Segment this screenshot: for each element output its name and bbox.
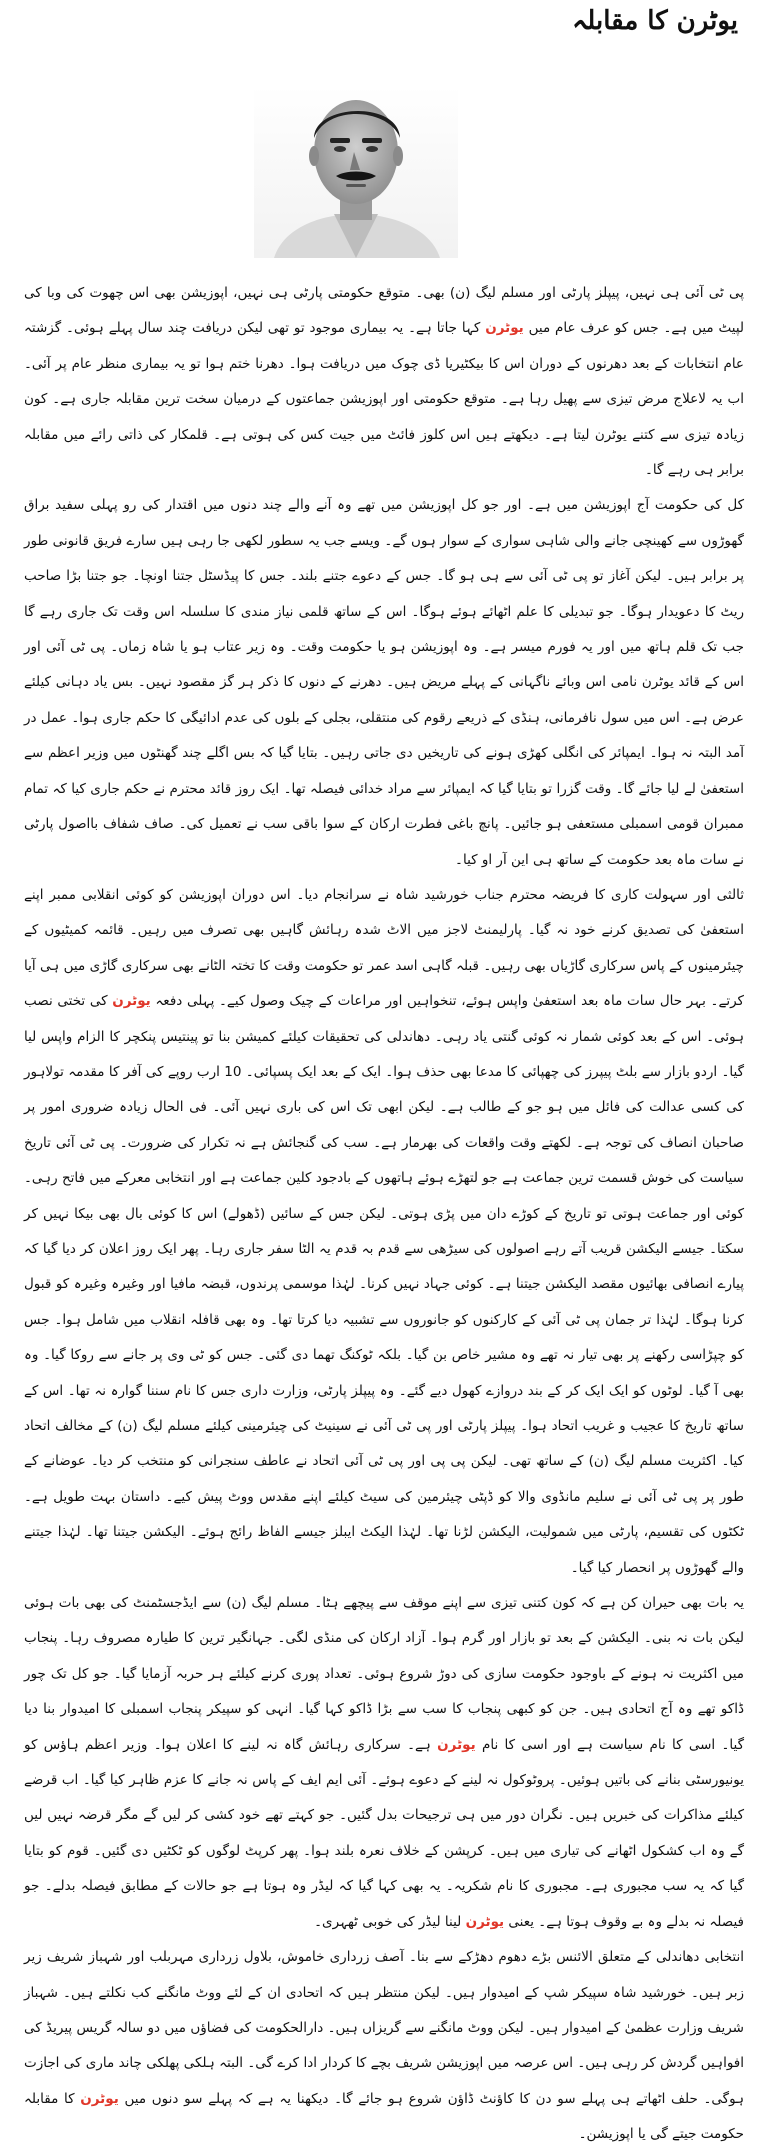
article-paragraph [24,488,744,877]
paragraph-text: یہ بات بھی حیران کن ہے کہ کون کتنی تیزی سے اپنے موقف سے پیچھے ہٹا۔ مسلم لیگ (ن) سے ایڈجسٹمنٹ کی بھی بات ہوئی لیکن بات نہ بنی۔ الیکشن کے بعد تو بازار اور گرم ہوا۔ آزاد ارکان کی منڈی لگی۔ جہانگیر ترین کا طیارہ مصروف رہا۔ پنجاب میں اکثریت نہ ہونے کے باوجود حکومت سازی کی دوڑ شروع ہوئی۔ تعداد پوری کرنے کیلئے ہر حربہ آزمایا گیا۔ جو کل تک چور ڈاکو تھے وہ آج اتحادی ہیں۔ جن کو کبھی پنجاب کا سب سے بڑا ڈاکو کہا گیا۔ انہی کو سپیکر پنجاب اسمبلی کا امیدوار بنا دیا گیا۔ اسی کا نام سیاست ہے اور اسی کا نام [24,1595,745,1753]
highlighted-keyword: یوٹرن [437,1736,476,1753]
article-paragraph [24,878,744,1586]
paragraph-text: کا مقابلہ حکومت جیتے گی یا اپوزیشن۔ [24,2090,744,2143]
paragraph-text: پی ٹی آئی ہی نہیں، پیپلز پارٹی اور مسلم لیگ (ن) بھی۔ متوقع حکومتی پارٹی ہی نہیں، اپوزیشن بھی اس چھوت کی وبا کی لپیٹ میں ہے۔ جس کو عرف عام میں [24,285,745,337]
paragraph-text: ہے۔ سرکاری رہائش گاہ نہ لینے کا اعلان ہوا۔ وزیر اعظم ہاؤس کو یونیورسٹی بنانے کی باتیں ہوئیں۔ پروٹوکول نہ لینے کے دعوے ہوئے۔ آئی ایم ایف کے پاس نہ جانے کا عزم ظاہر کیا گیا۔ اب قرضے کیلئے مذاکرات کی خبریں ہیں۔ نگران دور میں ہی ترجیحات بدل گئیں۔ جو کہتے تھے خود کشی کر لیں گے مگر قرضہ نہیں لیں گے وہ اب کشکول اٹھانے کی تیاری میں ہیں۔ کرپشن کے خلاف نعرہ بلند ہوا۔ پھر کرپٹ لوگوں کو ٹکٹیں دی گئیں۔ قوم کو بتایا گیا کہ یہ سب مجبوری ہے۔ مجبوری کا نام شکریہ۔ یہ بھی کہا گیا کہ لیڈر وہ ہوتا ہے جو حالات کے مطابق فیصلہ بدلے۔ جو فیصلہ نہ بدلے وہ بے وقوف ہوتا ہے۔ یعنی [24,1736,744,1930]
author-photo [254,86,458,258]
paragraph-text: انتخابی دھاندلی کے متعلق الائنس بڑے دھوم دھڑکے سے بنا۔ آصف زرداری خاموش، بلاول زرداری مہربلب اور شہباز شریف زیر زبر ہیں۔ خورشید شاہ سپیکر شپ کے امیدوار ہیں۔ لیکن منتظر ہیں کہ اتحادی ان کے لئے ووٹ مانگنے کب نکلتے ہیں۔ شہباز شریف وزارت عظمیٰ کے امیدوار ہیں۔ لیکن ووٹ مانگنے سے گریزاں ہیں۔ دارالحکومت کی فضاؤں میں دو سالہ گریس پیریڈ کی افواہیں گردش کر رہی ہیں۔ اس عرصہ میں اپوزیشن شریف بچے کا کردار ادا کرے گی۔ البتہ ہلکی پھلکی چاند ماری کی اجازت ہوگی۔ حلف اٹھاتے ہی پہلے سو دن کا کاؤنٹ ڈاؤن شروع ہو جائے گا۔ دیکھنا یہ ہے کہ پہلے سو دنوں میں [24,1949,744,2107]
paragraph-text: اس کا کوئی بال بھی بیکا نہیں کر سکتا۔ جیسے الیکشن قریب آتے رہے اصولوں کی سیڑھی سے قدم بہ قدم یہ الٹا سفر جاری رہا۔ پھر ایک روز اعلان کر دیا گیا کہ پیارے انصافی بھائیوں مقصد الیکشن جیتنا ہے۔ کوئی جہاد نہیں کرنا۔ لہٰذا موسمی پرندوں، قبضہ مافیا اور وغیرہ وغیرہ کو قبول کرنا ہوگا۔ لہٰذا تر جمان پی ٹی آئی کے کارکنوں کو جانوروں سے تشبیہ دیا کرتا تھا۔ وہ بھی قافلہ انقلاب میں شامل ہوا۔ جس کو چپڑاسی رکھنے پر بھی تیار نہ تھے وہ مشیر خاص بن گیا۔ بلکہ ٹوکنگ تھما دی گئی۔ جس کو ٹی وی پر جانے سے روکا گیا۔ وہ بھی آ گیا۔ لوٹوں کو ایک ایک کر کے بند دروازے کھول دیے گئے۔ وہ پیپلز پارٹی، وزارت داری جس کا نام سننا گوارہ نہ تھا۔ اس کے ساتھ تاریخ کا عجیب و غریب اتحاد ہوا۔ پیپلز پارٹی اور پی ٹی آئی نے سینیٹ کی چیئرمینی کیلئے مسلم لیگ (ن) کے مخالف اتحاد کیا۔ اکثریت مسلم لیگ (ن) کے ساتھ تھی۔ لیکن پی پی اور پی ٹی آئی اتحاد نے عاطف سنجرانی کو منتخب کر دیا۔ عوضانے کے طور پر پی ٹی آئی نے سلیم مانڈوی والا کو ڈپٹی چیئرمین کی سیٹ کیلئے اپنے مقدس ووٹ پیش کیے۔ داستان بہت طویل ہے۔ ٹکٹوں کی تقسیم، پارٹی میں شمولیت، الیکشن لڑنا تھا۔ لہٰذا الیکٹ ایبلز جیسے الفاظ رائج ہوئے۔ الیکشن جیتنا تھا۔ لہٰذا جیتنے والے گھوڑوں پر انحصار کیا گیا۔ [24,1205,744,1576]
article-paragraph [24,1586,744,1940]
highlighted-keyword: یوٹرن [485,320,524,337]
paragraph-text: (ڈھولے) [222,1205,266,1222]
article-paragraph [24,276,744,488]
paragraph-text: کل کی حکومت آج اپوزیشن میں ہے۔ اور جو کل اپوزیشن میں تھے وہ آنے والے چند دنوں میں اقتدار کی رو پہلی سفید براق گھوڑوں سے کھینچی جانے والی شاہی سواری کے سوار ہوں گے۔ ویسے جب یہ سطور لکھی جا رہی ہیں سارے فریق قانونی طور پر برابر ہیں۔ لیکن آغاز تو پی ٹی آئی سے ہی ہو گا۔ جس کے دعوے جتنے بلند۔ جس کا پیڈسٹل جتنا اونچا۔ جو جتنا بڑا صاحب ریٹ کا دعویدار ہوگا۔ جو تبدیلی کا علم اٹھائے ہوئے ہوگا۔ اس کے ساتھ قلمی نیاز مندی کا سلسلہ اس وقت تک جاری رہے گا جب تک قلم ہاتھ میں اور یہ فورم میسر ہے۔ وہ اپوزیشن ہو یا حکومت وقت۔ وہ زیر عتاب ہو یا شاہ زماں۔ پی ٹی آئی اور اس کے قائد یوٹرن نامی اس وبائے ناگہانی کے پہلے مریض ہیں۔ دھرنے کے دنوں کا ذکر ہر گز مقصود نہیں۔ بس یاد دہانی کیلئے عرض ہے۔ اس میں سول نافرمانی، ہنڈی کے ذریعے رقوم کی منتقلی، بجلی کے بلوں کی عدم ادائیگی کا حکم جاری ہوا۔ عمل در آمد البتہ نہ ہوا۔ ایمپائر کی انگلی کھڑی ہونے کی تاریخیں دی جاتی رہیں۔ بتایا گیا کہ بس اگلے چند گھنٹوں میں وزیر اعظم سے استعفیٰ لے لیا جائے گا۔ وقت گزرا تو بتایا گیا کہ ایمپائر سے مراد خدائی فیصلہ تھا۔ ایک روز قائد محترم نے حکم جاری کیا کہ تمام ممبران قومی اسمبلی مستعفی ہو جائیں۔ پانچ باغی فطرت ارکان کے سوا باقی سب نے تعمیل کی۔ صاف شفاف بااصول پارٹی نے سات ماہ بعد حکومت کے ساتھ ہی این آر او کیا۔ [24,497,744,868]
highlighted-keyword: یوٹرن [465,1913,505,1930]
paragraph-text: کہا جاتا ہے۔ یہ بیماری موجود تو تھی لیکن دریافت چند سال پہلے ہوئی۔ گزشتہ عام انتخابات کے بعد دھرنوں کے دوران اس کا بیکٹیریا ڈی چوک میں دریافت ہوا۔ دھرنا ختم ہوا تو یہ بیماری منظر عام پر آئی۔ اب یہ لاعلاج مرض تیزی سے پھیل رہا ہے۔ متوقع حکومتی اور اپوزیشن جماعتوں کے درمیان سخت ترین مقابلہ جاری ہے۔ کون زیادہ تیزی سے کتنے یوٹرن لیتا ہے۔ دیکھتے ہیں اس کلوز فائٹ میں جیت کس کی ہوتی ہے۔ قلمکار کی ذاتی رائے میں مقابلہ برابر ہی رہے گا۔ [24,320,744,479]
article-body [24,276,744,2153]
paragraph-text: کی تختی نصب ہوئی۔ اس کے بعد کوئی شمار نہ کوئی گنتی یاد رہی۔ دھاندلی کی تحقیقات کیلئے کمیشن بنا تو پینتیس پنکچر کا الزام واپس لیا گیا۔ اردو بازار سے بلٹ پیپرز کی چھپائی کا مدعا بھی حذف ہوا۔ ایک کے بعد ایک پسپائی۔ 10 ارب روپے کی آفر کا مقدمہ تولاہور کی کسی عدالت کی فائل میں ہو جو کے طالب ہے۔ لیکن ابھی تک اس کی باری نہیں آئی۔ فی الحال زیادہ ضروری امور پر صاحبان انصاف کی توجہ ہے۔ لکھتے وقت واقعات کی بھرمار ہے۔ سب کی گنجائش ہے نہ تکرار کی ضرورت۔ پی ٹی آئی تاریخ سیاست کی خوش قسمت ترین جماعت ہے جو لتھڑے ہوئے ہاتھوں کے بادجود کلین جماعت ہے اور انتخابی معرکے میں فاتح رہی۔ کوئی اور جماعت ہوتی تو تاریخ کے کوڑے دان میں پڑی ہوتی۔ لیکن جس کے سائیں [24,993,744,1222]
paragraph-text: ثالثی اور سہولت کاری کا فریضہ محترم جناب خورشید شاہ نے سرانجام دیا۔ اس دوران اپوزیشن کو کوئی انقلابی ممبر اپنے استعفیٰ کی تصدیق کرنے خود نہ گیا۔ پارلیمنٹ لاجز میں الاٹ شدہ رہائش گاہیں بھی تصرف میں رہیں۔ قائمہ کمیٹیوں کے چیئرمینوں کے پاس سرکاری گاڑیاں بھی رہیں۔ قبلہ گاہی اسد عمر تو حکومت وقت کا تختہ الٹانے بھی سرکاری گاڑی میں ہی آیا کرتے۔ بہر حال سات ماہ بعد استعفیٰ واپس ہوئے، تنخواہیں اور مراعات کے چیک وصول کیے۔ پہلی دفعہ [24,886,744,1010]
author-portrait-image [254,86,458,258]
highlighted-keyword: یوٹرن [80,2090,119,2107]
paragraph-text: لینا لیڈر کی خوبی ٹھہری۔ [314,1913,466,1930]
article-paragraph [24,1940,744,2152]
article-title: یوٹرن کا مقابلہ [572,6,738,36]
highlighted-keyword: یوٹرن [112,993,151,1010]
